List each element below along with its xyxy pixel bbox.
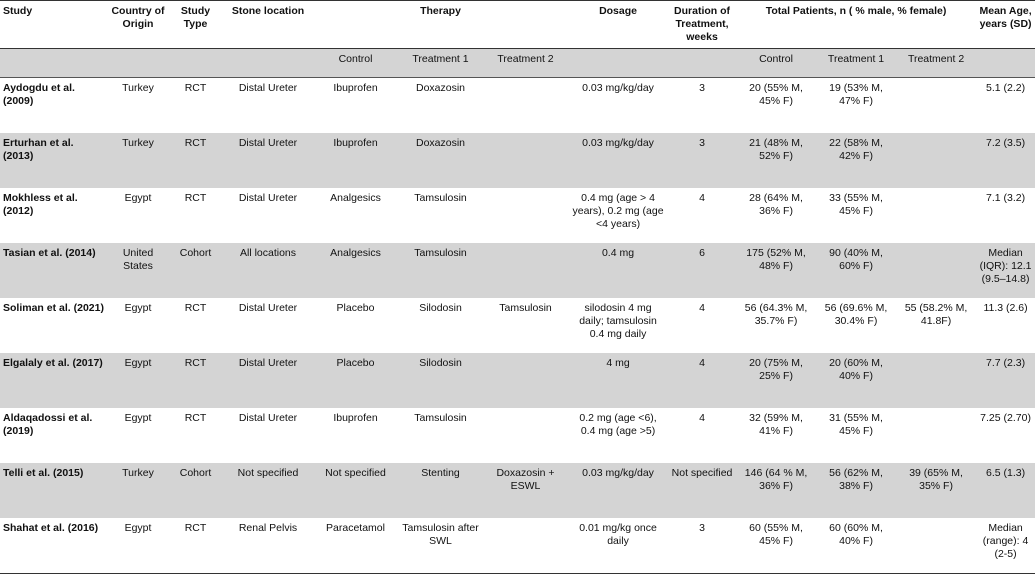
- patients-treatment-2-cell: [896, 188, 976, 243]
- country-cell: Egypt: [124, 412, 152, 424]
- stone-location-cell: Distal Ureter: [238, 192, 298, 204]
- therapy-control-cell: Not specified: [313, 463, 398, 518]
- therapy-treatment-2-cell: [483, 353, 568, 408]
- patients-treatment-2-cell: [896, 353, 976, 408]
- duration-cell: Not specified: [668, 463, 736, 518]
- therapy-control-cell: Ibuprofen: [313, 133, 398, 188]
- study-cell: Tasian et al. (2014): [0, 243, 108, 298]
- subheader-patients-treatment-2: Treatment 2: [896, 49, 976, 78]
- therapy-treatment-1-cell: Silodosin: [419, 302, 462, 314]
- study-type-cell: RCT: [184, 192, 207, 204]
- country-cell: Turkey: [122, 82, 154, 94]
- country-cell: Egypt: [108, 518, 168, 574]
- therapy-treatment-1-cell: Tamsulosin: [414, 412, 467, 424]
- study-type-cell: RCT: [168, 518, 223, 574]
- subheader-row: [0, 49, 1035, 78]
- duration-cell: 4: [699, 192, 705, 204]
- study-cell: Elgalaly et al. (2017): [0, 353, 108, 408]
- patients-treatment-2-cell: [896, 408, 976, 463]
- therapy-treatment-1-cell: Silodosin: [398, 353, 483, 408]
- study-cell: Aldaqadossi et al. (2019): [3, 412, 93, 437]
- therapy-treatment-2-cell: [483, 518, 568, 574]
- patients-treatment-1-cell: 22 (58% M, 42% F): [816, 133, 896, 188]
- therapy-treatment-1-cell: Stenting: [398, 463, 483, 518]
- stone-location-cell: Distal Ureter: [223, 133, 313, 188]
- header-duration: Duration of Treatment, weeks: [668, 1, 736, 49]
- mean-age-cell: 7.25 (2.70): [980, 412, 1031, 424]
- subheader-therapy-treatment-1: Treatment 1: [398, 49, 483, 78]
- table-row: [0, 298, 1035, 353]
- study-type-cell: RCT: [168, 133, 223, 188]
- patients-control-cell: 60 (55% M, 45% F): [736, 518, 816, 574]
- country-cell: United States: [108, 243, 168, 298]
- patients-treatment-1-cell: 90 (40% M, 60% F): [816, 243, 896, 298]
- duration-cell: 3: [668, 518, 736, 574]
- patients-treatment-2-cell: 55 (58.2% M, 41.8F): [904, 302, 968, 327]
- patients-control-cell: 175 (52% M, 48% F): [736, 243, 816, 298]
- mean-age-cell: 11.3 (2.6): [983, 302, 1028, 314]
- patients-control-cell: 28 (64% M, 36% F): [749, 192, 803, 217]
- table-row: [0, 463, 1035, 518]
- dosage-cell: 0.4 mg (age > 4 years), 0.2 mg (age <4 years): [572, 192, 664, 230]
- study-cell: Mokhless et al. (2012): [3, 192, 78, 217]
- mean-age-cell: 7.7 (2.3): [976, 353, 1035, 408]
- duration-cell: 4: [699, 302, 705, 314]
- patients-treatment-2-cell: [896, 78, 976, 134]
- therapy-control-cell: Analgesics: [313, 243, 398, 298]
- mean-age-cell: 7.2 (3.5): [976, 133, 1035, 188]
- subheader-patients-treatment-1: Treatment 1: [816, 49, 896, 78]
- patients-treatment-1-cell: 56 (62% M, 38% F): [816, 463, 896, 518]
- study-type-cell: RCT: [184, 302, 207, 314]
- study-type-cell: RCT: [184, 82, 207, 94]
- duration-cell: 3: [668, 133, 736, 188]
- table-row: [0, 243, 1035, 298]
- mean-age-cell: 7.1 (3.2): [986, 192, 1026, 204]
- patients-treatment-1-cell: 60 (60% M, 40% F): [816, 518, 896, 574]
- study-type-cell: RCT: [168, 353, 223, 408]
- patients-control-cell: 20 (75% M, 25% F): [736, 353, 816, 408]
- patients-treatment-2-cell: [896, 518, 976, 574]
- therapy-treatment-2-cell: [483, 408, 568, 463]
- country-cell: Turkey: [108, 463, 168, 518]
- therapy-control-cell: Analgesics: [330, 192, 381, 204]
- table-row: [0, 518, 1035, 574]
- mean-age-cell: 5.1 (2.2): [986, 82, 1026, 94]
- table-row: [0, 353, 1035, 408]
- therapy-treatment-2-cell: [483, 133, 568, 188]
- subheader-patients-control: Control: [736, 49, 816, 78]
- therapy-treatment-1-cell: Tamsulosin: [414, 192, 467, 204]
- study-cell: Shahat et al. (2016): [0, 518, 108, 574]
- stone-location-cell: Distal Ureter: [238, 82, 298, 94]
- mean-age-cell: 6.5 (1.3): [976, 463, 1035, 518]
- header-total-patients: Total Patients, n ( % male, % female): [736, 1, 976, 49]
- header-row: [0, 1, 1035, 49]
- patients-treatment-1-cell: 56 (69.6% M, 30.4% F): [824, 302, 888, 327]
- therapy-treatment-1-cell: Doxazosin: [415, 82, 466, 94]
- duration-cell: 6: [668, 243, 736, 298]
- country-cell: Egypt: [108, 353, 168, 408]
- header-dosage: Dosage: [568, 1, 668, 49]
- dosage-cell: 0.4 mg: [568, 243, 668, 298]
- patients-treatment-1-cell: 31 (55% M, 45% F): [829, 412, 883, 437]
- patients-control-cell: 21 (48% M, 52% F): [736, 133, 816, 188]
- study-type-cell: Cohort: [168, 463, 223, 518]
- therapy-control-cell: Ibuprofen: [333, 82, 378, 94]
- header-therapy: Therapy: [313, 1, 568, 49]
- stone-location-cell: All locations: [223, 243, 313, 298]
- dosage-cell: 0.03 mg/kg/day: [568, 133, 668, 188]
- stone-location-cell: Not specified: [223, 463, 313, 518]
- dosage-cell: 0.2 mg (age <6), 0.4 mg (age >5): [579, 412, 657, 437]
- header-country: Country of Origin: [108, 1, 168, 49]
- subheader-therapy-treatment-2: Treatment 2: [483, 49, 568, 78]
- table-row: [0, 188, 1035, 243]
- duration-cell: 3: [699, 82, 705, 94]
- dosage-cell: 0.01 mg/kg once daily: [568, 518, 668, 574]
- patients-treatment-2-cell: 39 (65% M, 35% F): [896, 463, 976, 518]
- header-mean-age: Mean Age, years (SD): [976, 1, 1035, 49]
- study-cell: Erturhan et al. (2013): [0, 133, 108, 188]
- stone-location-cell: Distal Ureter: [238, 302, 298, 314]
- mean-age-cell: Median (range): 4 (2-5): [976, 518, 1035, 574]
- patients-control-cell: 56 (64.3% M, 35.7% F): [744, 302, 808, 327]
- dosage-cell: 0.03 mg/kg/day: [568, 463, 668, 518]
- table-row: [0, 408, 1035, 463]
- patients-treatment-1-cell: 19 (53% M, 47% F): [829, 82, 883, 107]
- therapy-treatment-1-cell: Tamsulosin: [398, 243, 483, 298]
- country-cell: Egypt: [124, 192, 152, 204]
- study-type-cell: RCT: [184, 412, 207, 424]
- study-cell: Soliman et al. (2021): [3, 302, 104, 314]
- patients-control-cell: 20 (55% M, 45% F): [749, 82, 803, 107]
- dosage-cell: 0.03 mg/kg/day: [582, 82, 654, 94]
- therapy-control-cell: Paracetamol: [313, 518, 398, 574]
- subheader-therapy-control: Control: [313, 49, 398, 78]
- patients-control-cell: 146 (64 % M, 36% F): [736, 463, 816, 518]
- table-row: [0, 78, 1035, 134]
- patients-treatment-1-cell: 20 (60% M, 40% F): [816, 353, 896, 408]
- dosage-cell: silodosin 4 mg daily; tamsulosin 0.4 mg daily: [579, 302, 657, 340]
- study-cell: Telli et al. (2015): [0, 463, 108, 518]
- stone-location-cell: Distal Ureter: [238, 412, 298, 424]
- therapy-control-cell: Ibuprofen: [333, 412, 378, 424]
- therapy-treatment-1-cell: Doxazosin: [398, 133, 483, 188]
- patients-treatment-2-cell: [896, 243, 976, 298]
- table-row: [0, 133, 1035, 188]
- header-stone-location: Stone location: [223, 1, 313, 49]
- therapy-treatment-2-cell: [483, 188, 568, 243]
- therapy-treatment-2-cell: Doxazosin + ESWL: [483, 463, 568, 518]
- therapy-treatment-2-cell: Tamsulosin: [499, 302, 552, 314]
- stone-location-cell: Renal Pelvis: [223, 518, 313, 574]
- study-type-cell: Cohort: [168, 243, 223, 298]
- country-cell: Turkey: [108, 133, 168, 188]
- header-study: Study: [0, 1, 108, 49]
- study-cell: Aydogdu et al. (2009): [3, 82, 75, 107]
- country-cell: Egypt: [124, 302, 152, 314]
- therapy-control-cell: Placebo: [336, 302, 375, 314]
- patients-treatment-2-cell: [896, 133, 976, 188]
- duration-cell: 4: [668, 353, 736, 408]
- duration-cell: 4: [699, 412, 705, 424]
- therapy-treatment-2-cell: [483, 243, 568, 298]
- therapy-treatment-1-cell: Tamsulosin after SWL: [398, 518, 483, 574]
- therapy-treatment-2-cell: [483, 78, 568, 134]
- patients-control-cell: 32 (59% M, 41% F): [749, 412, 803, 437]
- mean-age-cell: Median (IQR): 12.1 (9.5–14.8): [976, 243, 1035, 298]
- header-study-type: Study Type: [168, 1, 223, 49]
- patients-treatment-1-cell: 33 (55% M, 45% F): [829, 192, 883, 217]
- stone-location-cell: Distal Ureter: [223, 353, 313, 408]
- dosage-cell: 4 mg: [568, 353, 668, 408]
- therapy-control-cell: Placebo: [313, 353, 398, 408]
